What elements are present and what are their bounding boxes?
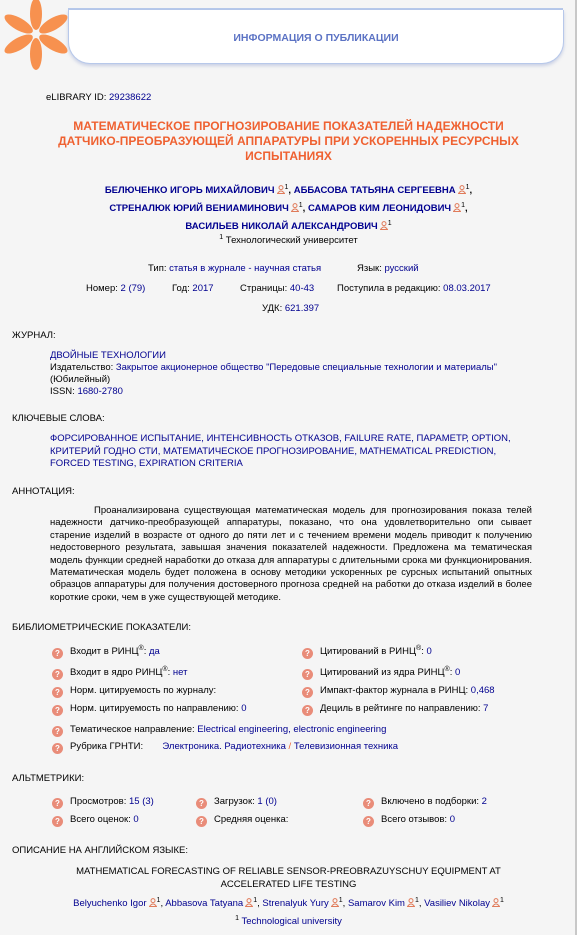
authors-block: [0, 180, 577, 234]
altmetrics-heading: АЛЬТМЕТРИКИ:: [12, 773, 85, 784]
affiliation-number: 1: [235, 915, 240, 922]
english-author-link[interactable]: Abbasova Tatyana: [165, 898, 244, 910]
colon: :: [449, 667, 453, 679]
author-link[interactable]: АББАСОВА ТАТЬЯНА СЕРГЕЕВНА: [293, 185, 456, 197]
keyword-link[interactable]: FAILURE RATE: [344, 433, 412, 444]
journal-name-link[interactable]: [50, 350, 166, 361]
rinc-row: [52, 645, 160, 659]
colon: :: [167, 667, 171, 679]
type-value: статья в журнале - научная статья: [169, 263, 322, 274]
year-value: 2017: [192, 283, 214, 294]
grnti-link[interactable]: Электроника. Радиотехника: [162, 741, 286, 752]
reviews-value: 0: [449, 814, 456, 825]
core-row: [52, 666, 187, 680]
year-row: [172, 283, 214, 294]
avg-rating-row: [196, 814, 288, 827]
norm-direction-row: [52, 703, 246, 716]
issn-value: 1680-2780: [77, 386, 123, 397]
separator: ,: [464, 203, 468, 215]
theme-label: Тематическое направление:: [70, 724, 195, 735]
journal-name[interactable]: ДВОЙНЫЕ ТЕХНОЛОГИИ: [50, 350, 166, 361]
citations-rinc-value: 0: [426, 646, 432, 658]
separator: ,: [342, 898, 346, 910]
affiliation-sup: 1: [465, 184, 470, 191]
separator: ,: [160, 898, 164, 910]
elibrary-flower-logo: [0, 0, 80, 75]
help-icon[interactable]: ?: [52, 816, 63, 827]
received-value: 08.03.2017: [443, 283, 491, 294]
person-icon: [380, 221, 388, 230]
issn-label: ISSN:: [50, 386, 75, 397]
language-value: русский: [384, 263, 419, 274]
rinc-label: Входит в РИНЦ: [70, 646, 139, 658]
views-value: 15 (3): [129, 796, 154, 807]
person-icon: [245, 898, 253, 907]
norm-journal-label: Норм. цитируемость по журналу:: [70, 685, 217, 696]
person-icon: [458, 185, 466, 194]
affiliation-sup: 1: [298, 202, 303, 210]
affiliation-sup: 1: [387, 220, 392, 228]
affiliation-sup: 1: [499, 897, 504, 904]
author-link[interactable]: САМАРОВ КИМ ЛЕОНИДОВИЧ: [307, 203, 452, 215]
annotation-heading: АННОТАЦИЯ:: [12, 486, 75, 497]
citations-core-value: 0: [454, 667, 461, 679]
received-row: [337, 283, 491, 294]
udk-value: 621.397: [284, 303, 320, 314]
help-icon[interactable]: ?: [52, 669, 63, 680]
decile-value: 7: [483, 703, 489, 714]
impact-factor-row: [302, 685, 495, 698]
annotation-text: [50, 505, 532, 604]
theme-row: [52, 724, 386, 737]
person-icon: [492, 898, 500, 907]
person-icon: [407, 898, 415, 907]
avg-rating-label: Средняя оценка:: [214, 814, 289, 825]
norm-direction-label: Норм. цитируемость по направлению:: [70, 703, 239, 714]
decile-label: Дециль в рейтинге по направлению:: [320, 703, 481, 714]
affiliation-name: Технологический университет: [225, 235, 358, 247]
separator: ,: [288, 185, 292, 197]
collections-row: [363, 796, 487, 809]
ratings-label: Всего оценок:: [70, 814, 131, 825]
affiliation-sup: 1: [253, 897, 258, 904]
views-label: Просмотров:: [70, 796, 127, 807]
english-author-link[interactable]: Belyuchenko Igor: [73, 898, 147, 910]
keyword-link[interactable]: ФОРСИРОВАННОЕ ИСПЫТАНИЕ: [50, 433, 202, 444]
header: [0, 0, 577, 70]
publisher-note: (Юбилейный): [50, 374, 111, 385]
elibrary-id-row: [46, 92, 151, 103]
elibrary-id-value[interactable]: 29238622: [109, 92, 152, 103]
person-icon: [149, 898, 157, 907]
downloads-value: 1 (0): [257, 796, 277, 807]
citations-core-label: Цитирований из ядра РИНЦ: [320, 667, 445, 679]
help-icon[interactable]: ?: [52, 726, 63, 737]
udk-label: УДК:: [262, 303, 283, 314]
english-title-line: ACCELERATED LIFE TESTING: [220, 878, 357, 890]
registered-mark: ®: [416, 645, 422, 652]
pages-value: 40-43: [289, 283, 315, 294]
help-icon[interactable]: ?: [52, 798, 63, 809]
pages-row: [240, 283, 314, 294]
grnti-separator: /: [288, 741, 292, 752]
decile-row: [302, 703, 488, 716]
english-author-link[interactable]: Strenalyuk Yury: [262, 898, 329, 910]
separator: ,: [469, 185, 473, 197]
affiliation-sup: 1: [414, 897, 419, 904]
reviews-row: [363, 814, 455, 827]
norm-direction-value: 0: [241, 703, 247, 714]
journal-heading: ЖУРНАЛ:: [12, 330, 56, 341]
english-affiliation-name: Technological university: [241, 916, 342, 928]
language-row: [357, 263, 419, 274]
keyword-link[interactable]: ИНТЕНСИВНОСТЬ ОТКАЗОВ: [206, 433, 340, 444]
type-label: Тип:: [148, 263, 167, 274]
page-title: ИНФОРМАЦИЯ О ПУБЛИКАЦИИ: [233, 32, 399, 44]
english-heading: ОПИСАНИЕ НА АНГЛИЙСКОМ ЯЗЫКЕ:: [12, 845, 188, 856]
article-title: [0, 119, 577, 164]
header-tab: [68, 10, 564, 64]
collections-value[interactable]: 2: [481, 796, 487, 807]
issue-link[interactable]: 2 (79): [120, 283, 146, 294]
norm-journal-row: [52, 685, 216, 698]
keyword-link[interactable]: ПАРАМЕТР: [416, 433, 467, 444]
english-title: [0, 866, 577, 891]
grnti-link[interactable]: Телевизионная техника: [293, 741, 399, 752]
keyword-link[interactable]: MATHEMATICAL PREDICTION: [359, 445, 494, 457]
grnti-label: Рубрика ГРНТИ:: [70, 741, 144, 752]
help-icon[interactable]: ?: [302, 687, 313, 698]
udk-row: [262, 303, 319, 314]
year-label: Год:: [172, 283, 190, 294]
help-icon[interactable]: ?: [196, 798, 207, 809]
collections-label: Включено в подборки:: [381, 796, 480, 807]
keyword-link[interactable]: FORCED TESTING: [50, 458, 134, 469]
person-icon: [277, 185, 285, 194]
article-title-line: ДАТЧИКО-ПРЕОБРАЗУЮЩЕЙ АППАРАТУРЫ ПРИ УСКОРЕННЫХ РЕСУРСНЫХ: [58, 134, 519, 148]
downloads-row: [196, 796, 277, 809]
article-title-line: МАТЕМАТИЧЕСКОЕ ПРОГНОЗИРОВАНИЕ ПОКАЗАТЕЛЕЙ НАДЕЖНОСТИ: [73, 119, 504, 133]
publisher-row: [50, 362, 497, 373]
downloads-label: Загрузок:: [214, 796, 255, 807]
help-icon[interactable]: ?: [363, 798, 374, 809]
views-row: [52, 796, 154, 809]
english-authors: [0, 897, 577, 909]
keywords-list: ФОРСИРОВАННОЕ ИСПЫТАНИЕ, ИНТЕНСИВНОСТЬ ОТКАЗОВ, FAILURE RATE, ПАРАМЕТР, OPTION, КРИТЕРИЙ ГОДНО СТИ, МАТЕМАТИЧЕСКОЕ ПРОГНОЗИРОВАНИЕ, MATHEMATICAL PREDICTION, FORCED TESTING, EXPIRATION CRITERIA: [50, 433, 511, 469]
help-icon[interactable]: ?: [302, 669, 313, 680]
received-label: Поступила в редакцию:: [337, 283, 441, 294]
english-title-line: MATHEMATICAL FORECASTING OF RELIABLE SENSOR-PREOBRAZUYSCHUY EQUIPMENT AT: [76, 866, 501, 877]
affiliation-sup: 1: [284, 184, 289, 191]
colon: :: [421, 646, 424, 658]
separator: ,: [257, 898, 260, 910]
issn-row: [50, 386, 123, 397]
author-link[interactable]: СТРЕНАЛЮК ЮРИЙ ВЕНИАМИНОВИЧ: [109, 203, 289, 215]
person-icon: [331, 898, 339, 907]
annotation-body: Проанализирована существующая математическая модель для прогнозирования показа телей надежности датчико-преобразующей аппаратуры, показано, что она удовлетворительно опи сывает старение изделий в возрасте от одного до пяти лет и с течением времени модель приводит к получению недостоверного результата, завышая значения показателей надежности. Предложена ма тематическая модель функции средней наработки до отказа для аппаратуры с длительными срока ми функционирования. Математическая модель будет положена в основу методики ускоренных ре сурсных испытаний опытных образцов аппаратуры для получения достоверного прогноза средней на работки до отказа изделий в более короткие сроки, чем в уже существующей методике.: [50, 505, 532, 603]
english-author-link[interactable]: Vasiliev Nikolay: [424, 898, 490, 910]
keyword-link[interactable]: EXPIRATION CRITERIA: [139, 458, 243, 469]
help-icon[interactable]: ?: [302, 705, 313, 716]
publisher-link[interactable]: Закрытое акционерное общество "Передовые специальные технологии и материалы": [115, 362, 497, 373]
publisher-label: Издательство:: [50, 362, 114, 373]
keyword-link[interactable]: МАТЕМАТИЧЕСКОЕ ПРОГНОЗИРОВАНИЕ: [163, 445, 355, 457]
separator: ,: [418, 898, 422, 910]
registered-mark: ®: [162, 666, 168, 673]
reviews-label: Всего отзывов:: [381, 814, 448, 825]
affiliation: [0, 234, 577, 246]
affiliation-number: 1: [219, 234, 224, 241]
person-icon: [453, 203, 461, 212]
separator: ,: [302, 203, 306, 215]
person-icon: [291, 203, 299, 212]
registered-mark: ®: [444, 666, 450, 673]
grnti-row: [52, 741, 398, 754]
author-link[interactable]: ВАСИЛЬЕВ НИКОЛАЙ АЛЕКСАНДРОВИЧ: [185, 221, 378, 233]
help-icon[interactable]: ?: [52, 743, 63, 754]
rinc-value: да: [148, 646, 160, 658]
help-icon[interactable]: ?: [302, 648, 313, 659]
bibliometrics-heading: БИБЛИОМЕТРИЧЕСКИЕ ПОКАЗАТЕЛИ:: [12, 622, 191, 633]
english-affiliation: [0, 915, 577, 927]
help-icon[interactable]: ?: [196, 816, 207, 827]
impact-factor-label: Импакт-фактор журнала в РИНЦ:: [320, 685, 469, 696]
affiliation-sup: 1: [338, 897, 343, 904]
keywords-heading: КЛЮЧЕВЫЕ СЛОВА:: [12, 413, 105, 424]
citations-rinc-label: Цитирований в РИНЦ: [320, 646, 417, 658]
author-link[interactable]: БЕЛЮЧЕНКО ИГОРЬ МИХАЙЛОВИЧ: [104, 185, 275, 197]
help-icon[interactable]: ?: [52, 687, 63, 698]
affiliation-sup: 1: [461, 202, 465, 210]
colon: :: [143, 646, 147, 658]
ratings-row: [52, 814, 139, 827]
ratings-value: 0: [133, 814, 139, 825]
help-icon[interactable]: ?: [52, 705, 63, 716]
elibrary-id-label: eLIBRARY ID:: [46, 92, 107, 103]
keyword-link[interactable]: КРИТЕРИЙ ГОДНО СТИ: [50, 445, 158, 457]
issue-label: Номер:: [86, 283, 118, 294]
help-icon[interactable]: ?: [52, 648, 63, 659]
issue-row: [86, 283, 145, 294]
core-value: нет: [172, 667, 188, 679]
type-row: [148, 263, 321, 274]
affiliation-sup: 1: [156, 897, 161, 904]
english-author-link[interactable]: Samarov Kim: [347, 898, 405, 910]
citations-core-row: [302, 666, 460, 680]
article-title-line: ИСПЫТАНИЯХ: [245, 149, 332, 163]
core-label: Входит в ядро РИНЦ: [70, 667, 163, 679]
keyword-link[interactable]: OPTION: [471, 433, 508, 444]
citations-rinc-row: [302, 645, 432, 659]
impact-factor-value[interactable]: 0,468: [470, 685, 495, 696]
registered-mark: ®: [138, 645, 144, 652]
language-label: Язык:: [357, 263, 382, 274]
theme-link[interactable]: Electrical engineering, electronic engineering: [197, 724, 387, 735]
help-icon[interactable]: ?: [363, 816, 374, 827]
pages-label: Страницы:: [240, 283, 288, 294]
